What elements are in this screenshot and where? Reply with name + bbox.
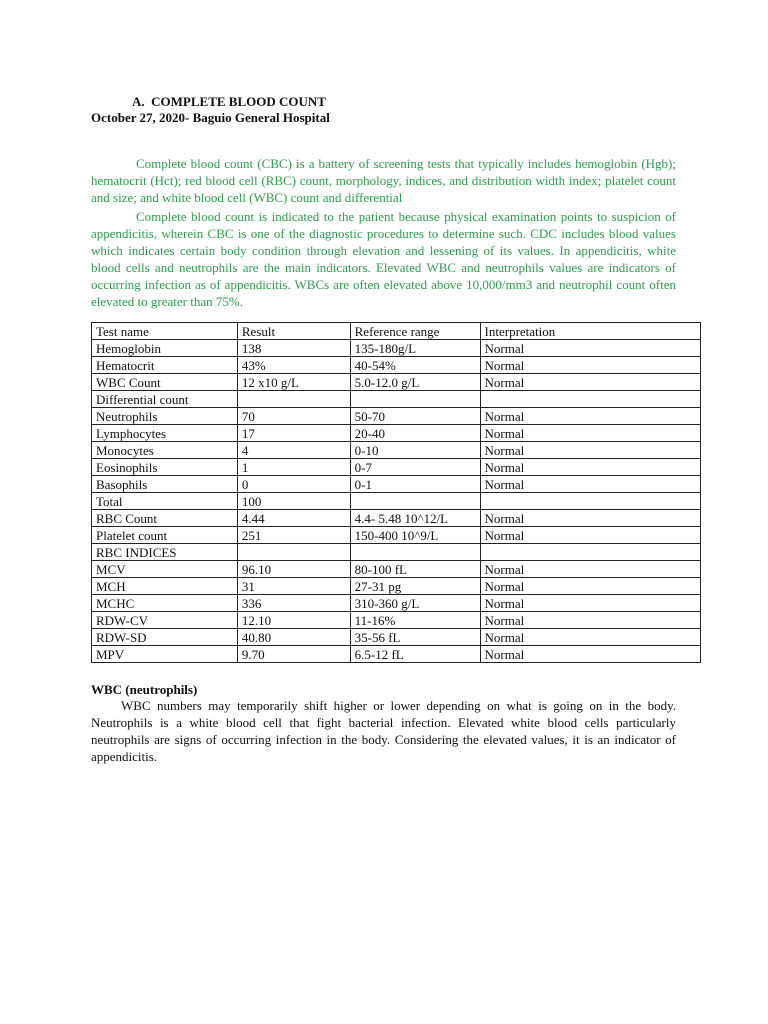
interpretation-cell: Normal bbox=[480, 629, 700, 646]
result-cell: 100 bbox=[237, 493, 350, 510]
cbc-indication-paragraph: Complete blood count is indicated to the patient because physical examination points to suspicion of appendicitis, wherein CBC is one of the diagnostic procedures to determine such. CDC includes blood values which indicates certain body condition through elevation and lessening of its values. In appendicitis, white blood cells and neutrophils are the main indicators. Elevated WBC and neutrophils values are indicators of occurring infection as of appendicitis. WBCs are often elevated above 10,000/mm3 and neutrophil count often elevated to greater than 75%. bbox=[91, 209, 676, 309]
result-cell: 12.10 bbox=[237, 612, 350, 629]
reference-range-cell: 0-10 bbox=[350, 442, 480, 459]
reference-range-cell bbox=[350, 544, 480, 561]
table-row bbox=[92, 629, 701, 646]
table-row bbox=[92, 578, 701, 595]
result-cell: 0 bbox=[237, 476, 350, 493]
test-name-cell: Differential count bbox=[92, 391, 238, 408]
interpretation-cell: Normal bbox=[480, 510, 700, 527]
result-cell: 70 bbox=[237, 408, 350, 425]
table-row bbox=[92, 459, 701, 476]
table-row bbox=[92, 646, 701, 663]
interpretation-cell: Normal bbox=[480, 374, 700, 391]
interpretation-cell bbox=[480, 493, 700, 510]
interpretation-cell bbox=[480, 544, 700, 561]
test-name-cell: WBC Count bbox=[92, 374, 238, 391]
test-name-cell: MCV bbox=[92, 561, 238, 578]
interpretation-cell: Normal bbox=[480, 476, 700, 493]
result-cell: 1 bbox=[237, 459, 350, 476]
table-row bbox=[92, 476, 701, 493]
result-cell bbox=[237, 544, 350, 561]
reference-range-cell: 50-70 bbox=[350, 408, 480, 425]
result-cell: 17 bbox=[237, 425, 350, 442]
reference-range-cell: 27-31 pg bbox=[350, 578, 480, 595]
result-cell: 251 bbox=[237, 527, 350, 544]
interpretation-cell: Normal bbox=[480, 408, 700, 425]
result-cell: 31 bbox=[237, 578, 350, 595]
reference-range-cell: 0-7 bbox=[350, 459, 480, 476]
test-name-cell: MCHC bbox=[92, 595, 238, 612]
test-name-cell: Lymphocytes bbox=[92, 425, 238, 442]
section-heading: A. COMPLETE BLOOD COUNT bbox=[132, 94, 326, 109]
result-cell: 336 bbox=[237, 595, 350, 612]
header-reference-range: Reference range bbox=[350, 323, 480, 340]
result-cell: 96.10 bbox=[237, 561, 350, 578]
result-cell bbox=[237, 391, 350, 408]
test-name-cell: MCH bbox=[92, 578, 238, 595]
test-name-cell: Hemoglobin bbox=[92, 340, 238, 357]
interpretation-cell: Normal bbox=[480, 425, 700, 442]
header-result: Result bbox=[237, 323, 350, 340]
interpretation-cell: Normal bbox=[480, 595, 700, 612]
result-cell: 12 x10 g/L bbox=[237, 374, 350, 391]
table-row bbox=[92, 527, 701, 544]
result-cell: 4.44 bbox=[237, 510, 350, 527]
interpretation-cell bbox=[480, 391, 700, 408]
interpretation-cell: Normal bbox=[480, 442, 700, 459]
table-row bbox=[92, 408, 701, 425]
reference-range-cell bbox=[350, 391, 480, 408]
cbc-results-table bbox=[91, 322, 701, 663]
interpretation-cell: Normal bbox=[480, 527, 700, 544]
table-row bbox=[92, 374, 701, 391]
reference-range-cell: 40-54% bbox=[350, 357, 480, 374]
reference-range-cell: 35-56 fL bbox=[350, 629, 480, 646]
table-row bbox=[92, 595, 701, 612]
test-name-cell: Basophils bbox=[92, 476, 238, 493]
reference-range-cell: 310-360 g/L bbox=[350, 595, 480, 612]
table-row bbox=[92, 442, 701, 459]
test-name-cell: RBC INDICES bbox=[92, 544, 238, 561]
table-header-row bbox=[92, 323, 701, 340]
interpretation-cell: Normal bbox=[480, 612, 700, 629]
reference-range-cell: 4.4- 5.48 10^12/L bbox=[350, 510, 480, 527]
reference-range-cell: 80-100 fL bbox=[350, 561, 480, 578]
header-interpretation: Interpretation bbox=[480, 323, 700, 340]
table-row bbox=[92, 544, 701, 561]
test-name-cell: RDW-SD bbox=[92, 629, 238, 646]
test-name-cell: RBC Count bbox=[92, 510, 238, 527]
table-row bbox=[92, 357, 701, 374]
interpretation-cell: Normal bbox=[480, 646, 700, 663]
header-test-name: Test name bbox=[92, 323, 238, 340]
wbc-section-heading: WBC (neutrophils) bbox=[91, 682, 198, 697]
result-cell: 43% bbox=[237, 357, 350, 374]
test-name-cell: RDW-CV bbox=[92, 612, 238, 629]
table-row bbox=[92, 425, 701, 442]
interpretation-cell: Normal bbox=[480, 578, 700, 595]
reference-range-cell: 150-400 10^9/L bbox=[350, 527, 480, 544]
result-cell: 40.80 bbox=[237, 629, 350, 646]
reference-range-cell: 20-40 bbox=[350, 425, 480, 442]
reference-range-cell: 0-1 bbox=[350, 476, 480, 493]
reference-range-cell: 135-180g/L bbox=[350, 340, 480, 357]
reference-range-cell bbox=[350, 493, 480, 510]
table-row bbox=[92, 510, 701, 527]
interpretation-cell: Normal bbox=[480, 459, 700, 476]
reference-range-cell: 6.5-12 fL bbox=[350, 646, 480, 663]
test-name-cell: Monocytes bbox=[92, 442, 238, 459]
test-name-cell: Total bbox=[92, 493, 238, 510]
interpretation-cell: Normal bbox=[480, 340, 700, 357]
table-row bbox=[92, 340, 701, 357]
table-row bbox=[92, 561, 701, 578]
interpretation-cell: Normal bbox=[480, 561, 700, 578]
date-location-subheading: October 27, 2020- Baguio General Hospital bbox=[91, 110, 330, 125]
reference-range-cell: 11-16% bbox=[350, 612, 480, 629]
wbc-section-paragraph: WBC numbers may temporarily shift higher or lower depending on what is going on in the body. Neutrophils is a white blood cell that fight bacterial infection. Elevated white blood cells particularly neutrophils are signs of occurring infection in the body. Considering the elevated values, it is an indicator of appendicitis. bbox=[91, 698, 676, 764]
table-row bbox=[92, 612, 701, 629]
test-name-cell: Platelet count bbox=[92, 527, 238, 544]
test-name-cell: Neutrophils bbox=[92, 408, 238, 425]
table-row bbox=[92, 391, 701, 408]
reference-range-cell: 5.0-12.0 g/L bbox=[350, 374, 480, 391]
test-name-cell: MPV bbox=[92, 646, 238, 663]
test-name-cell: Hematocrit bbox=[92, 357, 238, 374]
table-row bbox=[92, 493, 701, 510]
result-cell: 138 bbox=[237, 340, 350, 357]
test-name-cell: Eosinophils bbox=[92, 459, 238, 476]
result-cell: 9.70 bbox=[237, 646, 350, 663]
cbc-definition-paragraph: Complete blood count (CBC) is a battery of screening tests that typically includes hemoglobin (Hgb); hematocrit (Hct); red blood cell (RBC) count, morphology, indices, and distribution width index; platelet count and size; and white blood cell (WBC) count and differential bbox=[91, 156, 676, 205]
interpretation-cell: Normal bbox=[480, 357, 700, 374]
result-cell: 4 bbox=[237, 442, 350, 459]
